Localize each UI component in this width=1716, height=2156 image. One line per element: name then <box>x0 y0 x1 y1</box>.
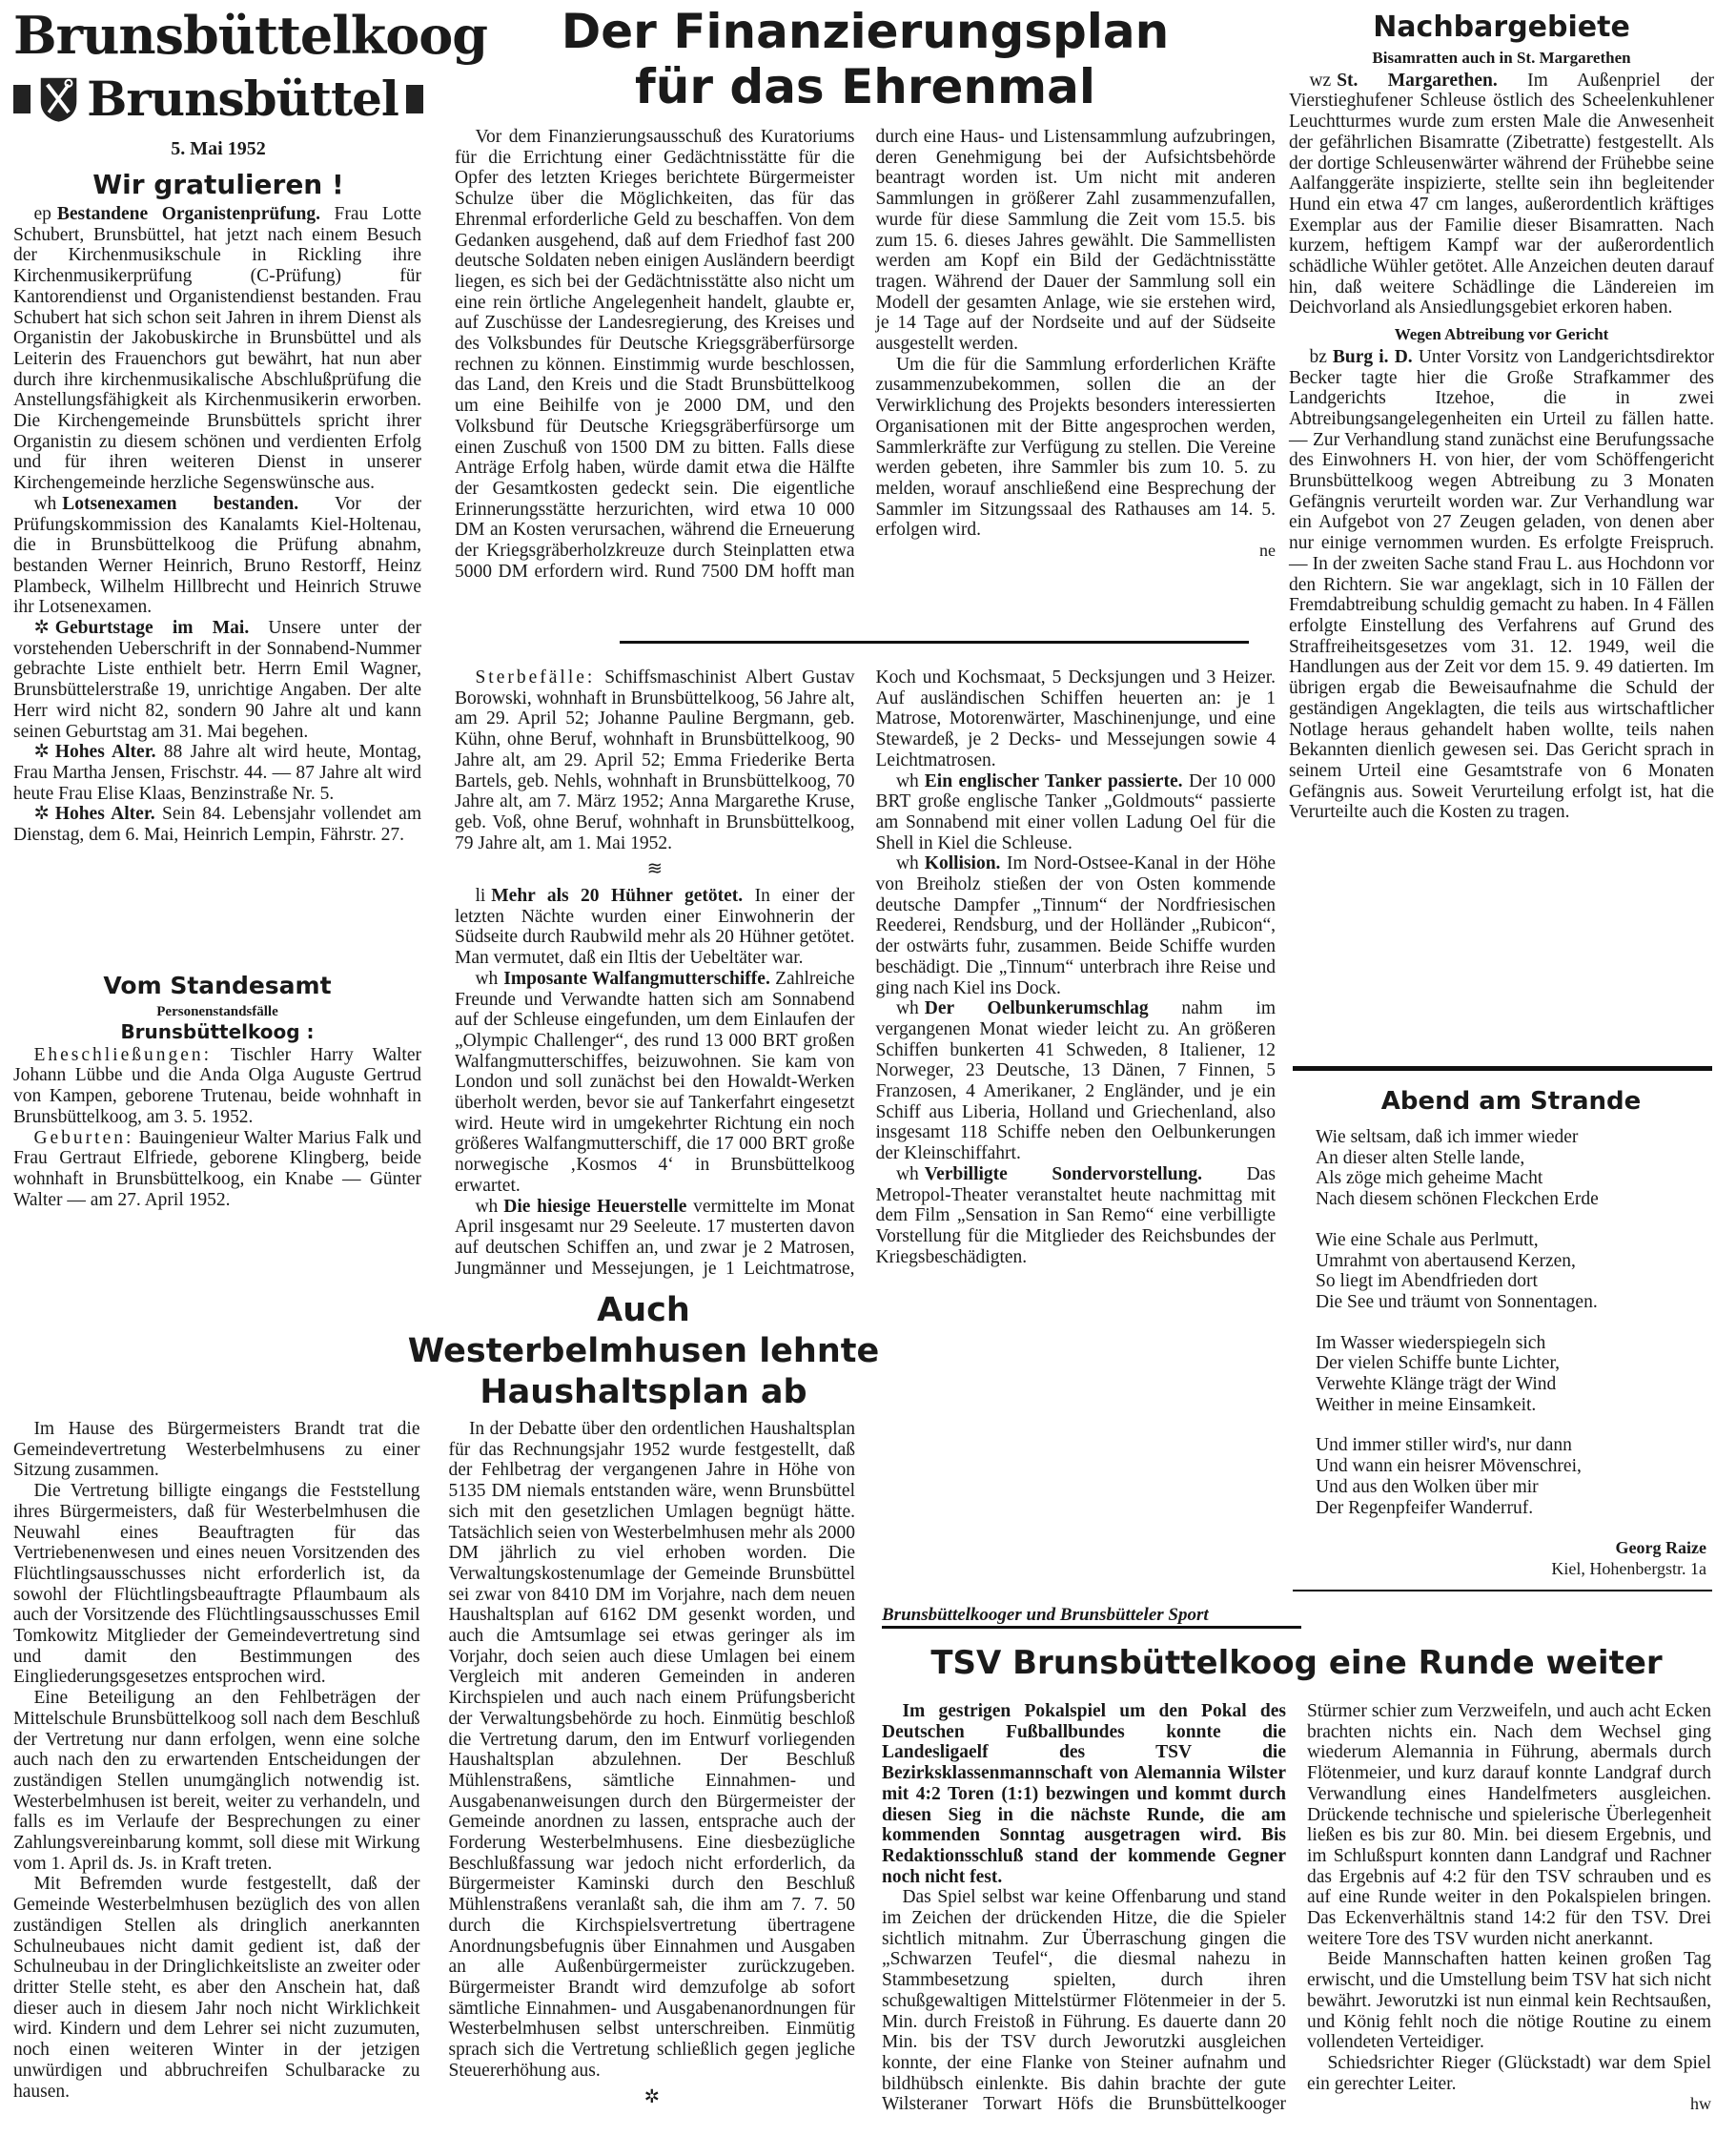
ornament-star: ✲ <box>644 2086 660 2107</box>
paragraph <box>13 204 421 494</box>
standesamt-section <box>13 971 421 1210</box>
poem-line: Im Wasser wiederspiegeln sich <box>1316 1332 1546 1353</box>
sport-headline: TSV Brunsbüttelkoog eine Runde weiter <box>930 1644 1663 1682</box>
ehrenmal-headline <box>455 4 1276 114</box>
abtreibung-article <box>1289 347 1714 823</box>
paragraph-text: Vor dem Finanzierungsausschuß des Kuratoriums für die Errichtung einer Gedächtnisstätte für die Opfer des letzten Krieges berichtete Bürgermeister Schulze über die Möglichkeiten, das für das Ehrenmal erforderliche Geld zu beschaffen. Von dem Gedanken ausgehend, daß auf dem Friedhof fast 200 deutsche Soldaten neben einigen Ausländern beerdigt liegen, es sich bei der Gedächtnisstätte also nicht um eine rein örtliche Angelegenheit handelt, glaubte er, auf Zuschüsse der Landesregierung, des Kreises und des Volksbundes für Deutsche Kriegsgräberfürsorge rechnen zu können. Einstimmig wurde beschlossen, das Land, den Kreis und die Stadt Brunsbüttelkoog um eine Beihilfe von je 2000 DM, und den Volksbund für Deutsche Kriegsgräberfürsorge um einen Zuschuß von 1500 DM zu bitten. Falls diese Anträge Erfolg haben, würde damit etwa die Hälfte der Gesamtkosten gedeckt sein. Die eigentliche Erinnerungsstätte herzurichten, wird etwa 10 000 DM an Kosten verursachen, während die Erneuerung der Kriegsgräberholzkreuze durch Steinplatten etwa 5000 DM erfordern wird. Rund 7500 DM hofft man durch eine Haus- und Listensammlung aufzubringen, deren Genehmigung bei der Aufsichtsbehörde beantragt worden ist. Um nicht mit anderen Sammlungen in größerer Zahl zusammenzufallen, wurde für diese Sammlung die Zeit vom 15.5. bis zum 15. 6. dieses Jahres gewählt. Die Sammellisten werden am Kopf ein Bild der Gedächtnisstätte tragen. Während der Dauer der Sammlung soll ein Modell der gesamten Anlage, wie sie erstehen wird, je 14 Tage auf der Nordseite und auf der Südseite ausgestellt werden. <box>455 127 1276 582</box>
issue-date: 5. Mai 1952 <box>171 138 266 159</box>
paragraph <box>13 742 421 804</box>
paragraph-lead: St. Margarethen. <box>1337 70 1498 91</box>
standesamt-subtitle: Personenstandsfälle <box>156 1004 278 1019</box>
coat-of-arms-anchor-icon <box>38 65 79 133</box>
paragraph-text: Bauingenieur Walter Marius Falk und Frau Gertraut Elfriede, geborene Klingberg, beide wohnhaft in Brunsbüttelkoog, ein Knabe — Günter Walter — am 27. April 1952. <box>13 1127 421 1210</box>
paragraph-lead: Hohes Alter. <box>54 742 156 763</box>
poem-stanza <box>1316 1333 1706 1416</box>
poem-stanza <box>1316 1435 1706 1518</box>
paragraph <box>455 886 855 969</box>
sterbefaelle-paragraph <box>455 667 855 853</box>
masthead-logo <box>13 5 487 133</box>
paragraph <box>1307 2053 1711 2094</box>
paragraph-text: Unter Vorsitz von Landgerichtsdirektor Becker tagte hier die Große Strafkammer des Landgerichts Itzehoe, die in zwei Abtreibungsangelegenheiten ein Urteil zu fällen hatte. — Zur Verhandlung stand zunächst eine Berufungssache des Einwohners H. von hier, der vom Schöffengericht Brunsbüttelkoog wegen Abtreibung zu 3 Monaten Gefängnis verurteilt worden war. Zur Verhandlung war ein Aufgebot von 27 Zeugen geladen, von denen aber nur einige vernommen wurden. Es erfolgte Freispruch. — In der zweiten Sache stand Frau L. aus Hochdonn vor den Richtern. Sie war angeklagt, sich in 10 Fällen der Fremdabtreibung schuldig gemacht zu haben. In 4 Fällen erfolgte Einstellung des Verfahrens auf Grund des Straffreiheitsgesetzes vom 31. 12. 1949, weil die Handlungen aus der Zeit vor dem 15. 9. 49 datierten. Im übrigen ergab die Beweisaufnahme die Schuld der geständigen Angeklagten, die teils aus wirtschaftlicher Notlage heraus gehandelt haben wollte, teils nahen Bekannten dienlich gewesen sei. Das Gericht sprach in seinem Urteil eine Gesamtstrafe von 6 Monaten Gefängnis aus. Soweit Verurteilung erfolgt ist, hat die Verurteilte auch die Kosten zu tragen. <box>1289 346 1714 823</box>
sterbefaelle-text: Schiffsmaschinist Albert Gustav Borowski, wohnhaft in Brunsbüttelkoog, 56 Jahre alt, am 29. April 52; Johanne Pauline Bergmann, geb. Kühn, ohne Beruf, wohnhaft in Brunsbüttelkoog, 90 Jahre alt, am 29. April 52; Emma Friederike Berta Bartels, geb. Nehls, wohnhaft in Brunsbüttelkoog, 70 Jahre alt, am 7. März 1952; Anna Margarethe Kruse, geb. Voß, ohne Beruf, wohnhaft in Brunsbüttelkoog, 79 Jahre alt, am 1. Mai 1952. <box>455 667 855 853</box>
byline-initials: ✲ <box>33 742 50 763</box>
paragraph-label: Eheschließungen: <box>33 1044 213 1065</box>
standesamt-article <box>13 1045 421 1211</box>
paragraph-text: Schiedsrichter Rieger (Glückstadt) war dem Spiel ein gerechter Leiter. <box>1307 2052 1711 2094</box>
byline-initials: ✲ <box>33 804 50 825</box>
paragraph-text: Vor der Prüfungskommission des Kanalamts Kiel-Holtenau, die in Brunsbüttelkoog die Prüfung abnahm, bestanden Werner Heinrich, Bruno Restorff, Heinz Plambeck, Wilhelm Hillbrecht und Heinrich Struwe ihr Lotsenexamen. <box>13 493 421 618</box>
ehrenmal-body <box>455 127 1276 582</box>
byline-initials: wh <box>895 770 919 791</box>
paragraph-text: Eine Beteiligung an den Fehlbeträgen der Mittelschule Brunsbüttelkoog soll nach dem Beschluß der Vertretung nur dann erfolgen, wenn eine solche auch nach den zu erwartenden Entscheidungen der zuständigen Stellen unumgänglich notwendig ist. Westerbelmhusen ist bereit, weiter zu verhandeln, und falls es im Verlaufe der Besprechungen zu einer Zahlungsvereinbarung kommt, soll diese mit Wirkung vom 1. April ds. Js. in Kraft treten. <box>13 1688 420 1874</box>
poem-line: Und aus den Wolken über mir <box>1316 1476 1539 1497</box>
poem-line: Umrahmt von abertausend Kerzen, <box>1316 1250 1576 1271</box>
ehrenmal-headline-line1: Der Finanzierungsplan <box>561 4 1170 59</box>
byline-initials: wh <box>895 1163 919 1184</box>
ribbon-right-ornament <box>406 85 423 113</box>
paragraph-text: Das Spiel selbst war keine Offenbarung und stand im Zeichen der drückenden Hitze, die die Spieler sichtlich mitnahm. Zur Überraschung gingen die „Schwarzen Teufel“, die diesmal nahezu in Stammbesetzung spielten, durch ihren schußgewaltigen Mittelstürmer Flötenmeier in der 5. Min. durch Freistoß in Führung. Es dauerte dann 20 Min. bis der TSV durch Jeworutzki ausgleichen konnte, der eine Flanke von Steiner aufnahm und bildhübsch einlenkte. Bis dahin brachte der gute Wilsteraner Torwart Höfs die Brunsbüttelkooger Stürmer schier zum Verzweifeln, und auch acht Ecken brachten nichts ein. Nach dem Wechsel ging wiederum Alemannia in Führung, abermals durch Flötenmeier, und kurz darauf konnte Landgraf durch Verwandlung eines Handelfmeters ausgleichen. Drückende technische und spielerische Überlegenheit ließen es bis zur 80. Min. bei diesem Ergebnis, und im Schlußspurt konnten dann Landgraf und Rachner das Ergebnis auf 4:2 für den TSV schrauben und es auf eine Runde weiter in den Pokalspielen bringen. Das Eckenverhältnis stand 14:2 für den TSV. Drei weitere Tore des TSV wurden nicht anerkannt. <box>882 1701 1711 2115</box>
byline-initials: wh <box>895 998 919 1019</box>
paragraph-lead: Ein englischer Tanker passierte. <box>924 770 1183 791</box>
byline-initials: ✲ <box>33 618 50 639</box>
westerbelmhusen-article <box>13 1419 855 2107</box>
paragraph <box>13 1419 420 1481</box>
westerbelmhusen-headline-line1: Auch <box>597 1291 690 1329</box>
paragraph-text: In einer der letzten Nächte wurden einer Einwohnerin der Südseite durch Raubwild mehr als 20 Hühner getötet. Man vermutet, daß ein Iltis der Uebeltäter war. <box>455 886 855 969</box>
paragraph-text: Tischler Harry Walter Johann Lübbe und die Anda Olga Auguste Gertrud von Kampen, geborene Trutenau, beide wohnhaft in Brunsbüttelkoog, am 3. 5. 1952. <box>13 1044 421 1127</box>
paragraph-lead: Bestandene Organistenprüfung. <box>56 204 321 224</box>
poem-line: Und immer stiller wird's, nur dann <box>1316 1435 1572 1456</box>
poem-line: Die See und träumt von Sonnentagen. <box>1316 1291 1598 1312</box>
ribbon-left-ornament <box>13 85 31 113</box>
paragraph-lead: Verbilligte Sondervorstellung. <box>924 1163 1203 1184</box>
paragraph <box>876 355 1277 541</box>
paragraph-text: Um die für die Sammlung erforderlichen Kräfte zusammenzubekommen, sollen die an der Verwirklichung des Projekts besonders interessierten Organisationen mit der Bitte angesprochen werden, Sammlerkräfte zur Verfügung zu stellen. Die Vereine werden gebeten, ihre Sammler bis zum 10. 5. zu melden, worauf anschließend eine Besprechung der Sammler im Sitzungssaal des Rathauses am 14. 5. erfolgen wird. <box>875 354 1276 541</box>
bisamratten-subheading: Bisamratten auch in St. Margarethen <box>1372 49 1631 67</box>
sterbefaelle-label: Sterbefälle: <box>475 667 596 688</box>
paragraph-text: nahm im vergangenen Monat wieder leicht zu. An größeren Schiffen bunkerten 41 Schweden, 8 Italiener, 12 Norweger, 23 Deutsche, 13 Dänen, 7 Finnen, 5 Franzosen, 4 Amerikaner, 2 Engländer, und je ein Schiff aus Liberia, Holland und Griechenland, also insgesamt 118 Schiffe neben den Oelbunkerungen der Kleinschiffahrt. <box>875 998 1276 1164</box>
paragraph-lead: Mehr als 20 Hühner getötet. <box>491 886 744 907</box>
masthead-line2: Brunsbüttel <box>87 71 398 127</box>
bisamratten-article <box>1289 71 1714 318</box>
sport-banner: Brunsbüttelkooger und Brunsbütteler Sport <box>882 1605 1301 1629</box>
paragraph-lead: Der Oelbunkerumschlag <box>924 998 1149 1019</box>
paragraph-lead: Geburtstage im Mai. <box>54 618 250 639</box>
poem-stanza <box>1316 1230 1706 1313</box>
poem-line: Und wann ein heisrer Mövenschrei, <box>1316 1456 1582 1477</box>
paragraph <box>876 771 1277 854</box>
paragraph-text: Unsere unter der vorstehenden Ueberschrift in der Sonnabend-Nummer gebrachte Liste enthielt betr. Herrn Emil Wagner, Brunsbüttelerstraße 19, unrichtige Angaben. Der alte Herr wird nicht 82, sondern 90 Jahre alt und kann seinen Geburtstag am 31. Mai begehen. <box>13 618 421 742</box>
poem-stanza <box>1316 1127 1706 1210</box>
westerbelmhusen-body <box>13 1419 855 2107</box>
lokales-columns <box>455 667 1276 1279</box>
paragraph-text: Sein 84. Lebensjahr vollendet am Dienstag, dem 6. Mai, Heinrich Lempin, Fährstr. 27. <box>13 804 421 846</box>
paragraph-lead: Lotsenexamen bestanden. <box>62 493 299 514</box>
paragraph <box>876 1164 1277 1268</box>
masthead-line1: Brunsbüttelkoog <box>13 5 487 66</box>
paragraph <box>13 1688 420 1874</box>
byline-initials: wh <box>475 968 499 989</box>
poem-line: Weither in meine Einsamkeit. <box>1316 1394 1537 1415</box>
poem-line: Nach diesem schönen Fleckchen Erde <box>1316 1189 1599 1210</box>
paragraph <box>1307 1949 1711 2053</box>
standesamt-heading: Vom Standesamt <box>103 972 332 999</box>
ehrenmal-headline-line2: für das Ehrenmal <box>634 59 1095 114</box>
poem-address: Kiel, Hohenbergstr. 1a <box>1551 1558 1706 1578</box>
poem-author: Georg Raize <box>1615 1538 1706 1558</box>
poem-stanzas <box>1316 1127 1706 1518</box>
byline-initials: ep <box>33 204 51 224</box>
paragraph <box>13 618 421 742</box>
poem-title: Abend am Strande <box>1380 1087 1642 1116</box>
paragraph-label: Geburten: <box>33 1127 134 1148</box>
byline-initials: bz <box>1309 346 1327 367</box>
paragraph <box>1289 71 1714 318</box>
paragraph-lead: Hohes Alter. <box>54 804 155 825</box>
paragraph-text: vermittelte im Monat April insgesamt nur 29 Seeleute. 17 musterten davon auf deutschen Schiffen an, und zwar je 2 Matrosen, Jungmänner und Messejungen, je 1 Leichtmatrose, Koch und Kochsmaat, 5 Decksjungen und 3 Heizer. Auf ausländischen Schiffen heuerten an: je 1 Matrose, Motorenwärter, Maschinenjunge, und eine Stewardeß, je 2 Decks- und Messejungen sowie 4 Leichtmatrosen. <box>455 667 1276 1279</box>
poem-bottom-rule <box>1293 1590 1712 1591</box>
poem-line: Verwehte Klänge trägt der Wind <box>1316 1374 1557 1395</box>
byline-initials: wh <box>895 853 919 874</box>
paragraph <box>13 804 421 845</box>
paragraph <box>876 998 1277 1164</box>
paragraph <box>13 1874 420 2102</box>
paragraph-text: Die Vertretung billigte eingangs die Feststellung ihres Bürgermeisters, daß für Westerbelmhusen die Neuwahl eines Beauftragten für das Vertriebenenwesen und eines neuen Vorsitzenden des Flüchtlingsausschusses nicht erforderlich ist, da sowohl der Flüchtlingsbeauftragte Pflaumbaum als auch der Vorsitzende des Flüchtlingsausschusses Emil Tomkowitz Mitglieder der Gemeindevertretung sind und damit den Bestimmungen des Eingliederungsgesetzes entsprochen wird. <box>13 1481 420 1688</box>
paragraph-lead: Die hiesige Heuerstelle <box>503 1196 687 1217</box>
poem-line: An dieser alten Stelle lande, <box>1316 1147 1525 1168</box>
nachbargebiete-heading: Nachbargebiete <box>1373 10 1630 44</box>
paragraph-text: Im Hause des Bürgermeisters Brandt trat die Gemeindevertretung Westerbelmhusens zu einer Sitzung zusammen. <box>13 1419 420 1481</box>
byline-initials: li <box>475 886 486 907</box>
paragraph <box>449 1419 856 2082</box>
byline-initials: wh <box>475 1196 499 1217</box>
byline-initials: wz <box>1309 70 1332 91</box>
paragraph-text: Der 10 000 BRT große englische Tanker „Goldmouts“ passierte am Sonnabend mit einer vollen Ladung Oel für die Shell in Kiel die Schleuse. <box>875 770 1277 853</box>
paragraph-text: Das Metropol-Theater veranstaltet heute nachmittag mit dem Film „Sensation in San Remo“ eine verbilligte Vorstellung für die Mitglieder des Reichsbundes der Kriegsbeschädigten. <box>875 1163 1277 1267</box>
sport-article <box>882 1701 1711 2115</box>
sport-intro: Im gestrigen Pokalspiel um den Pokal des Deutschen Fußballbundes konnte die Landesligaelf des TSV die Bezirksklassenmannschaft von Alemannia Wilster mit 4:2 Toren (1:1) bezwingen und kommt durch diesen Sieg in die nächste Runde, die am kommenden Sonntag ausgetragen wird. Bis Redaktionsschluß stand der kommende Gegner noch nicht fest. <box>882 1701 1286 1887</box>
divider-rule <box>620 641 1249 644</box>
westerbelmhusen-headline-line2: Westerbelmhusen lehnte Haushaltsplan ab <box>407 1332 880 1411</box>
standesamt-place: Brunsbüttelkoog : <box>120 1020 315 1043</box>
paragraph-lead: Burg i. D. <box>1332 346 1413 367</box>
poem-top-rule <box>1293 1066 1712 1071</box>
westerbelmhusen-headline <box>315 1290 972 1413</box>
paragraph-lead: Kollision. <box>924 853 1001 874</box>
poem-line: Der Regenpfeifer Wanderruf. <box>1316 1497 1534 1518</box>
paragraph-lead: Imposante Walfangmutterschiffe. <box>503 968 770 989</box>
ehrenmal-signature: ne <box>1259 541 1276 561</box>
gratulieren-article <box>13 204 421 846</box>
paragraph-text: In der Debatte über den ordentlichen Haushaltsplan für das Rechnungsjahr 1952 wurde festgestellt, daß der Fehlbetrag der vergangenen Jahre in Höhe von 5135 DM niemals entstanden wäre, wenn Brunsbüttel sich mit den gesetzlichen Umlagen begnügt hätte. Tatsächlich seien von Westerbelmhusen mehr als 2000 DM jährlich zu viel erhoben worden. Die Verwaltungskostenumlage der Gemeinde Brunsbüttel sei zwar von 8410 DM im Vorjahre, nach dem neuen Haushaltsplan auf 6162 DM gesenkt worden, und auch die Amtsumlage sei etwas geringer als im Vorjahr, doch seien auch diese Umlagen bei einem Vergleich mit anderen Gemeinden in anderen Kirchspielen und auch nach einem Prüfungsbericht der Verwaltungsbehörde zu hoch. Einmütig beschloß die Vertretung darum, den im Entwurf vorliegenden Haushaltsplan abzulehnen. Der Beschluß Mühlenstraßens, sämtliche Einnahmen- und Ausgabenanweisungen durch den Bürgermeister der Gemeinde anordnen zu lassen, entsprache auch der Forderung Westerbelmhusens. Eine diesbezügliche Beschlußfassung war jedoch nicht erforderlich, da Bürgermeister Kaminski durch den Beschluß Mühlenstraßens veranlaßt sah, die ihm am 7. 7. 50 durch die Kirchspielsvertretung übertragene Anordnungsbefugnis über Einnahmen und Ausgaben an alle Außenbürgermeister zurückzugeben. Bürgermeister Brandt wird demzufolge ab sofort sämtliche Einnahmen- und Ausgabenanordnungen für Westerbelmhusen selbst unterschreiben. Einmütig sprach sich die Vertretung schließlich gegen jegliche Steuererhöhung aus. <box>448 1419 855 2081</box>
paragraph <box>13 1128 421 1211</box>
paragraph-text: Frau Lotte Schubert, Brunsbüttel, hat jetzt nach einem Besuch der Kirchenmusikschule in Rickling ihre Kirchenmusikerprüfung (C-Prüfung) für Kantorendienst und Organistendienst bestanden. Frau Schubert hat sich schon seit Jahren in ihrem Dienst als Organistin der Jakobuskirche in Brunsbüttel und als Leiterin des Frauenchors gut bewährt, hat nun aber durch ihre kirchenmusikalische Abschlußprüfung die Anstellungsfähigkeit als Kirchenmusikerin erworben. Die Kirchengemeinde Brunsbüttels spricht ihrer Organistin zu diesem schönen und verdienten Erfolg und für ihren weiteren Dienst in unserer Kirchengemeinde herzliche Segenswünsche aus. <box>13 204 421 494</box>
poem-box <box>1316 1085 1706 1580</box>
ehrenmal-article <box>455 127 1276 582</box>
paragraph-text: Mit Befremden wurde festgestellt, daß der Gemeinde Westerbelmhusen bezüglich des von allen zuständigen Stellen als dringlich anerkannten Schulneubaues nicht damit gedient ist, daß der Schulneubau in der Dringlichkeitsliste an zweiter oder dritter Stelle steht, es aber den Anschein hat, daß dieser auch in diesem Jahr noch nicht Wirklichkeit wird. Kindern und dem Lehrer sei nicht zuzumuten, noch einen weiteren Winter in der jetzigen unwürdigen und abbruchreifen Schulbaracke zu hausen. <box>13 1874 420 2102</box>
ornament-divider: ≋ <box>646 859 663 880</box>
paragraph <box>13 1481 420 1688</box>
sport-signature: hw <box>1690 2094 1711 2114</box>
paragraph-text: Beide Mannschaften hatten keinen großen Tag erwischt, und die Umstellung beim TSV hat sich nicht bewährt. Jeworutzki ist nun einmal kein Rechtsaußen, und König fehlt noch die nötige Routine zu einem vollendeten Verteidiger. <box>1307 1949 1711 2053</box>
paragraph <box>455 969 855 1197</box>
poem-line: So liegt im Abendfrieden dort <box>1316 1271 1538 1292</box>
paragraph <box>13 494 421 618</box>
poem-line: Wie eine Schale aus Perlmutt, <box>1316 1229 1539 1250</box>
paragraph <box>1289 347 1714 823</box>
poem-line: Der vielen Schiffe bunte Lichter, <box>1316 1353 1561 1374</box>
paragraph <box>876 853 1277 998</box>
gratulieren-heading: Wir gratulieren ! <box>92 169 344 200</box>
paragraph-text: 88 Jahre alt wird heute, Montag, Frau Martha Jensen, Frischstr. 44. — 87 Jahre alt wird heute Frau Elise Klaas, Benzinstraße Nr. 5. <box>13 742 422 804</box>
paragraph-text: Im Außenpriel der Vierstieghufener Schleuse östlich des Scheelenkuhlener Leuchtturmes wurde zum ersten Male die Anwesenheit der gefährlichen Bisamratte (Zibetratte) festgestellt. Als der dortige Schleusenwärter während der Frühebbe seine Aalfanggeräte inspizierte, stellte sein ihn begleitender Hund ein etwa 47 cm langes, außerordentlich kräftiges Exemplar aus der Familie dieser Bisamratten. Nach kurzem, heftigem Kampf war der außerordentlich schädliche Wühler getötet. Alle Anzeichen deuten darauf hin, daß weitere Schädlinge die Ländereien im Deichvorland als Ansiedlungsgebiet erkoren haben. <box>1289 70 1714 318</box>
nachbargebiete-section <box>1289 10 1714 823</box>
abtreibung-subheading: Wegen Abtreibung vor Gericht <box>1394 325 1609 344</box>
poem-line: Wie seltsam, daß ich immer wieder <box>1316 1127 1579 1147</box>
paragraph <box>13 1045 421 1128</box>
paragraph-text: Im Nord-Ostsee-Kanal in der Höhe von Breiholz stießen der von Osten kommende deutsche Dampfer „Tinnum“ der Nordfriesischen Reederei, Rendsburg, und der Holländer „Rubicon“, der ostwärts fuhr, zusammen. Beide Schiffe wurden beschädigt. Die „Tinnum“ unterbrach ihre Reise und ging nach Kiel ins Dock. <box>875 853 1276 998</box>
poem-line: Als zöge mich geheime Macht <box>1316 1168 1543 1189</box>
byline-initials: wh <box>33 493 57 514</box>
paragraph-text: Zahlreiche Freunde und Verwandte hatten sich am Sonnabend auf der Schleuse eingefunden, um dem Einlaufen der „Olympic Challenger“, des rund 13 000 BRT großen Walfangmutterschiffes, beizuwohnen. Sie kam von London und soll zunächst bei den Howaldt-Werken überholt werden, bevor sie auf Tankerfahrt eingesetzt wird. Heute wird in umgekehrter Richtung ein noch größeres Walfangmutterschiff, die 17 000 BRT große norwegische ‚Kosmos 4‘ in Brunsbüttelkoog erwartet. <box>455 968 855 1196</box>
